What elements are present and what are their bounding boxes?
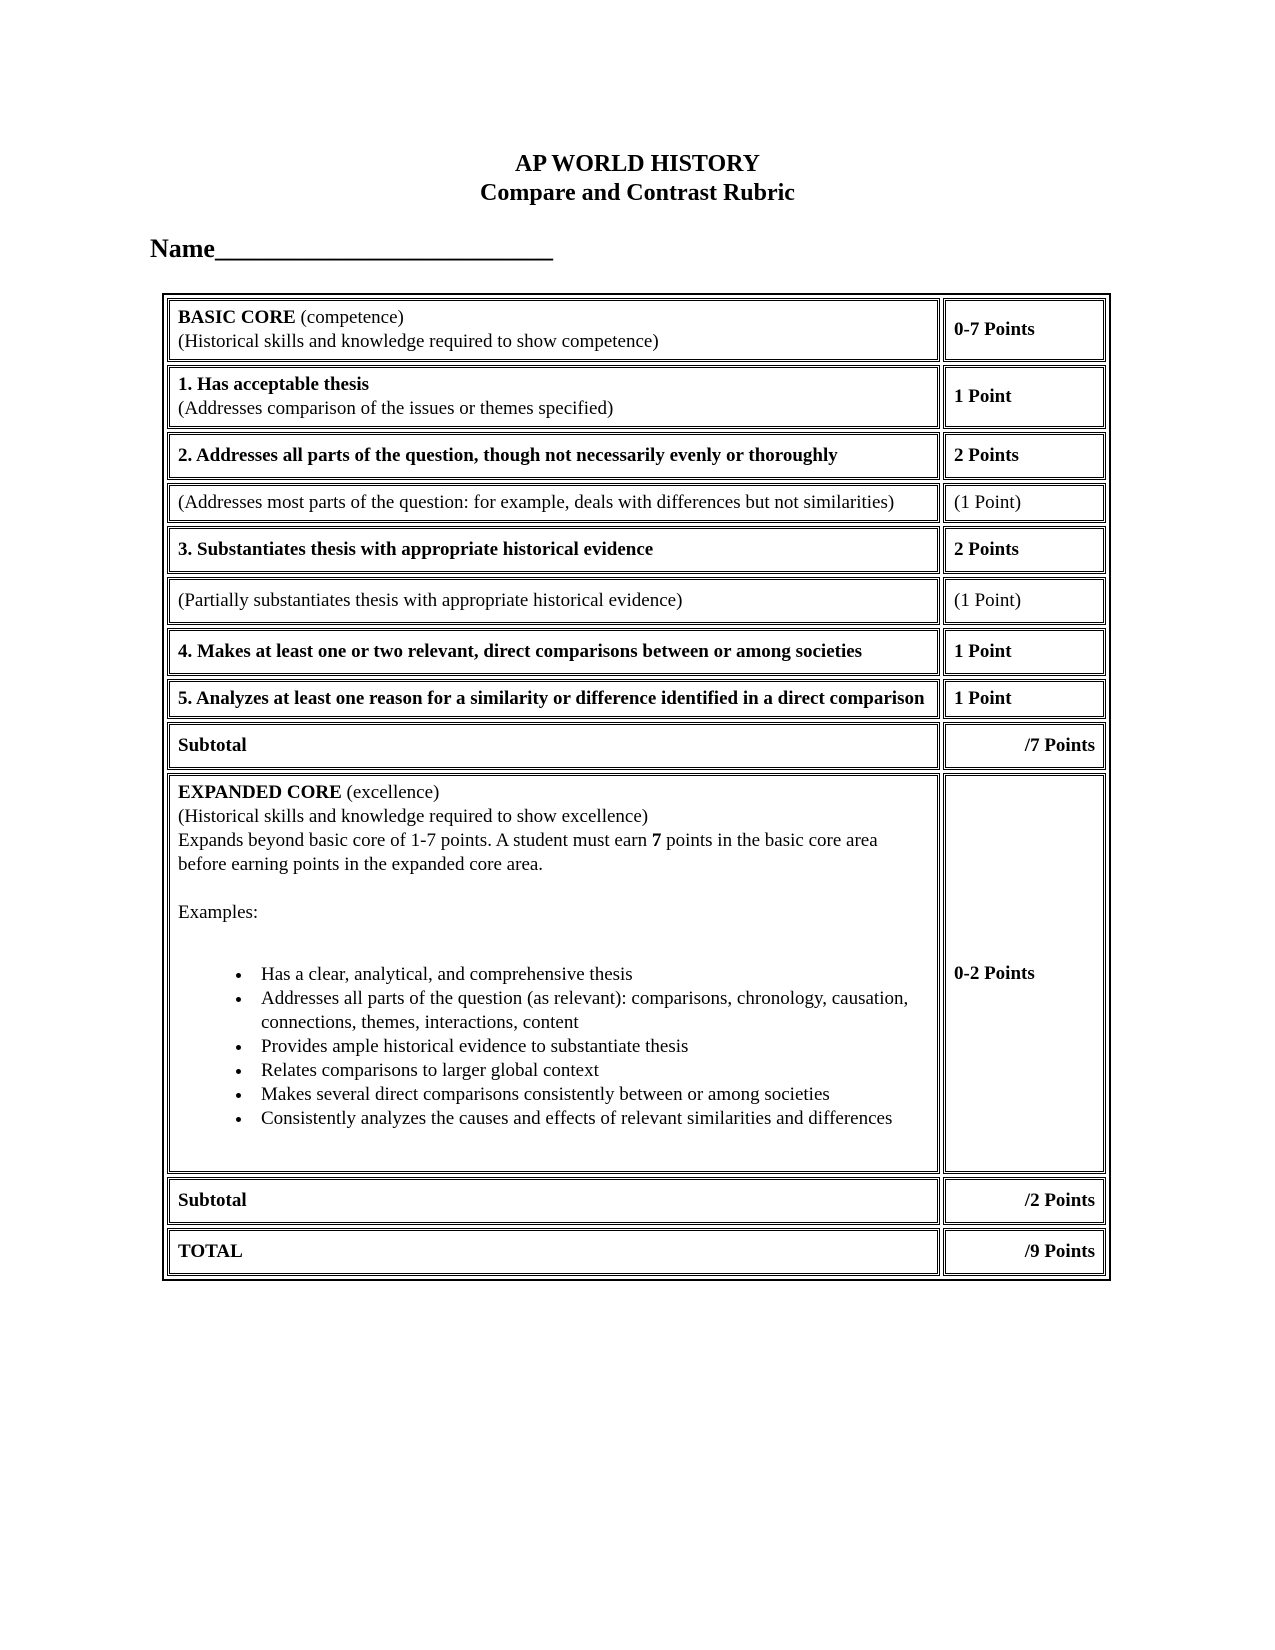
rubric-row-criterion-4 — [167, 628, 1106, 676]
rubric-row-criterion-3-partial — [167, 577, 1106, 625]
rubric-row-subtotal-basic — [167, 722, 1106, 770]
example-item: • Provides ample historical evidence to substantiate thesis — [253, 1035, 929, 1059]
criterion-4-points: 1 Point — [943, 628, 1106, 676]
rubric-row-criterion-2 — [167, 432, 1106, 480]
subtotal-expanded-label: Subtotal — [167, 1177, 940, 1225]
criterion-3-partial-points: (1 Point) — [943, 577, 1106, 625]
expanded-core-text-b: points in the basic core area before earning points in the expanded core area. — [178, 830, 878, 875]
rubric-row-criterion-3 — [167, 526, 1106, 574]
examples-list — [178, 963, 929, 1131]
example-item: • Makes several direct comparisons consistently between or among societies — [253, 1083, 929, 1107]
criterion-5-points: 1 Point — [943, 679, 1106, 719]
basic-core-description-cell — [167, 298, 940, 362]
rubric-row-total — [167, 1228, 1106, 1276]
expanded-core-text-a: Expands beyond basic core of 1-7 points. A student must earn — [178, 830, 652, 851]
rubric-row-criterion-2-partial — [167, 483, 1106, 523]
total-label: TOTAL — [167, 1228, 940, 1276]
rubric-row-subtotal-expanded — [167, 1177, 1106, 1225]
criterion-3-title: 3. Substantiates thesis with appropriate historical evidence — [167, 526, 940, 574]
expanded-core-description: (Historical skills and knowledge required to show excellence) — [178, 806, 649, 827]
criterion-1-title: 1. Has acceptable thesis — [178, 374, 370, 395]
expanded-core-heading-note: (excellence) — [341, 782, 440, 803]
basic-core-heading: BASIC CORE — [178, 307, 296, 328]
criterion-4-title: 4. Makes at least one or two relevant, direct comparisons between or among societies — [167, 628, 940, 676]
basic-core-points: 0-7 Points — [943, 298, 1106, 362]
expanded-core-heading: EXPANDED CORE — [178, 782, 342, 803]
title-line-1: AP WORLD HISTORY — [515, 151, 760, 177]
subtotal-expanded-points: /2 Points — [943, 1177, 1106, 1225]
basic-core-description: (Historical skills and knowledge required to show competence) — [178, 331, 659, 352]
rubric-row-criterion-1 — [167, 365, 1106, 429]
example-item: • Relates comparisons to larger global context — [253, 1059, 929, 1083]
expanded-core-text-bold: 7 — [651, 830, 662, 851]
rubric-table — [162, 293, 1111, 1281]
criterion-2-partial-points: (1 Point) — [943, 483, 1106, 523]
title-line-2: Compare and Contrast Rubric — [480, 180, 795, 206]
expanded-core-cell — [167, 773, 940, 1174]
criterion-3-points: 2 Points — [943, 526, 1106, 574]
expanded-core-points: 0-2 Points — [943, 773, 1106, 1174]
rubric-row-criterion-5 — [167, 679, 1106, 719]
criterion-1-points: 1 Point — [943, 365, 1106, 429]
page-title — [0, 150, 1275, 208]
criterion-2-partial-text: (Addresses most parts of the question: for example, deals with differences but not similarities) — [167, 483, 940, 523]
examples-label: Examples: — [178, 902, 259, 923]
basic-core-heading-note: (competence) — [295, 307, 404, 328]
example-item: • Has a clear, analytical, and comprehensive thesis — [253, 963, 929, 987]
total-points: /9 Points — [943, 1228, 1106, 1276]
criterion-3-partial-text: (Partially substantiates thesis with appropriate historical evidence) — [167, 577, 940, 625]
subtotal-basic-points: /7 Points — [943, 722, 1106, 770]
example-item: • Addresses all parts of the question (as relevant): comparisons, chronology, causation, connections, themes, interactions, content — [253, 987, 929, 1035]
subtotal-basic-label: Subtotal — [167, 722, 940, 770]
criterion-2-points: 2 Points — [943, 432, 1106, 480]
rubric-row-expanded-core — [167, 773, 1106, 1174]
criterion-5-title: 5. Analyzes at least one reason for a similarity or difference identified in a direct comparison — [167, 679, 940, 719]
rubric-row-basic-core — [167, 298, 1106, 362]
criterion-1-note: (Addresses comparison of the issues or themes specified) — [178, 398, 614, 419]
example-item: • Consistently analyzes the causes and effects of relevant similarities and differences — [253, 1107, 929, 1131]
criterion-2-title: 2. Addresses all parts of the question, though not necessarily evenly or thoroughly — [167, 432, 940, 480]
name-field[interactable]: Name__________________________ — [150, 234, 553, 263]
criterion-1-cell — [167, 365, 940, 429]
